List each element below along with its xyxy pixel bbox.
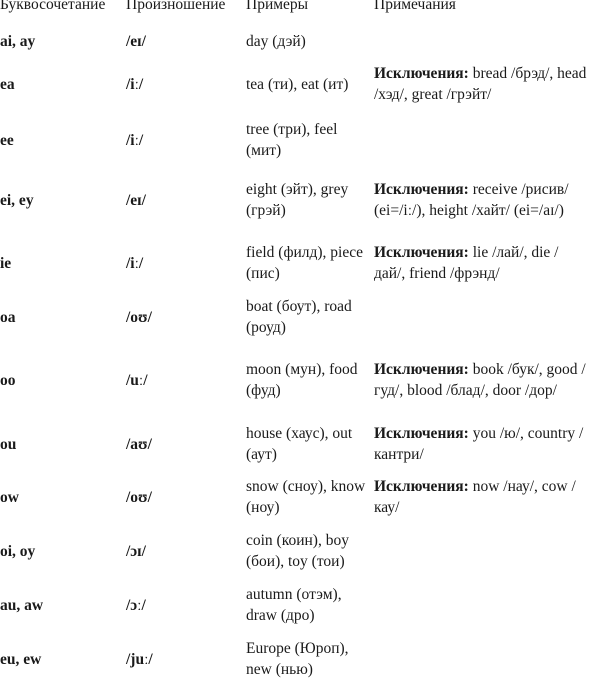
notes-cell bbox=[374, 242, 589, 284]
header-examples: Примеры bbox=[246, 0, 309, 13]
examples-cell: field (филд), piece (пис) bbox=[246, 244, 364, 282]
exceptions-label: Исключения: bbox=[374, 361, 469, 378]
pronunciation-cell: /ɔː/ bbox=[126, 596, 146, 614]
table-header bbox=[0, 0, 591, 22]
table-row bbox=[0, 475, 589, 519]
notes-cell bbox=[374, 63, 589, 105]
pronunciation-cell: /ɔɪ/ bbox=[126, 542, 146, 560]
combo-cell: ie bbox=[0, 254, 12, 272]
combo-cell: ee bbox=[0, 131, 14, 149]
combo-cell: ea bbox=[0, 75, 15, 93]
exceptions-label: Исключения: bbox=[374, 244, 469, 261]
examples-cell: Europe (Юроп), new (нью) bbox=[246, 640, 349, 678]
exceptions-text: book /бук/, good /гуд/, blood /блад/, door /дор/ bbox=[374, 361, 586, 399]
pronunciation-cell: /iː/ bbox=[126, 131, 144, 149]
pronunciation-cell: /eɪ/ bbox=[126, 32, 146, 50]
examples-cell: moon (мун), food (фуд) bbox=[246, 361, 358, 399]
examples-cell: tea (ти), eat (ит) bbox=[246, 75, 349, 93]
exceptions-text: you /ю/, country /кантри/ bbox=[374, 425, 584, 463]
pronunciation-cell: /aʊ/ bbox=[126, 435, 152, 453]
exceptions-text: lie /лай/, die /дай/, friend /фрэнд/ bbox=[374, 244, 559, 282]
table-row bbox=[0, 167, 589, 233]
table-row bbox=[0, 347, 589, 413]
examples-cell: tree (три), feel (мит) bbox=[246, 121, 338, 159]
notes-cell bbox=[374, 423, 589, 465]
combo-cell: ai, ay bbox=[0, 32, 36, 50]
examples-cell: eight (эйт), grey (грэй) bbox=[246, 181, 349, 219]
combo-cell: oo bbox=[0, 371, 16, 389]
examples-cell: day (дэй) bbox=[246, 32, 306, 50]
table-row bbox=[0, 240, 589, 286]
header-notes: Примечания bbox=[374, 0, 456, 13]
notes-cell bbox=[374, 179, 589, 221]
combo-cell: ow bbox=[0, 488, 19, 506]
notes-cell bbox=[374, 359, 589, 401]
exceptions-text: now /нау/, cow /кау/ bbox=[374, 478, 576, 516]
pronunciation-cell: /oʊ/ bbox=[126, 308, 152, 326]
exceptions-label: Исключения: bbox=[374, 425, 469, 442]
table-row bbox=[0, 294, 589, 340]
notes-cell bbox=[374, 476, 589, 518]
exceptions-text: bread /брэд/, head /хэд/, great /грэйт/ bbox=[374, 65, 587, 103]
table-row bbox=[0, 422, 589, 466]
examples-cell: autumn (отэм), draw (дро) bbox=[246, 586, 342, 624]
exceptions-label: Исключения: bbox=[374, 181, 469, 198]
combo-cell: oa bbox=[0, 308, 16, 326]
combo-cell: ou bbox=[0, 435, 17, 453]
exceptions-text: receive /рисив/ (ei=/iː/), height /хайт/ (ei=/aɪ/) bbox=[374, 181, 569, 219]
table-row bbox=[0, 58, 589, 110]
table-row bbox=[0, 529, 589, 573]
table-row bbox=[0, 114, 589, 166]
exceptions-label: Исключения: bbox=[374, 478, 469, 495]
examples-cell: house (хаус), out (аут) bbox=[246, 425, 353, 463]
combo-cell: ei, ey bbox=[0, 191, 34, 209]
header-pronunciation: Произношение bbox=[126, 0, 226, 13]
pronunciation-cell: /iː/ bbox=[126, 75, 144, 93]
combo-cell: eu, ew bbox=[0, 650, 42, 668]
combo-cell: au, aw bbox=[0, 596, 44, 614]
exceptions-label: Исключения: bbox=[374, 65, 469, 82]
examples-cell: snow (сноу), know (ноу) bbox=[246, 478, 366, 516]
examples-cell: coin (коин), boy (бои), toy (тои) bbox=[246, 532, 349, 570]
pronunciation-cell: /juː/ bbox=[126, 650, 153, 668]
combo-cell: oi, oy bbox=[0, 542, 36, 560]
table-row bbox=[0, 28, 589, 54]
pronunciation-cell: /uː/ bbox=[126, 371, 148, 389]
pronunciation-cell: /eɪ/ bbox=[126, 191, 146, 209]
table-row bbox=[0, 582, 589, 628]
pronunciation-cell: /iː/ bbox=[126, 254, 144, 272]
header-combo: Буквосочетание bbox=[0, 0, 106, 13]
table-row bbox=[0, 636, 589, 682]
examples-cell: boat (боут), road (роуд) bbox=[246, 298, 352, 336]
pronunciation-cell: /oʊ/ bbox=[126, 488, 152, 506]
